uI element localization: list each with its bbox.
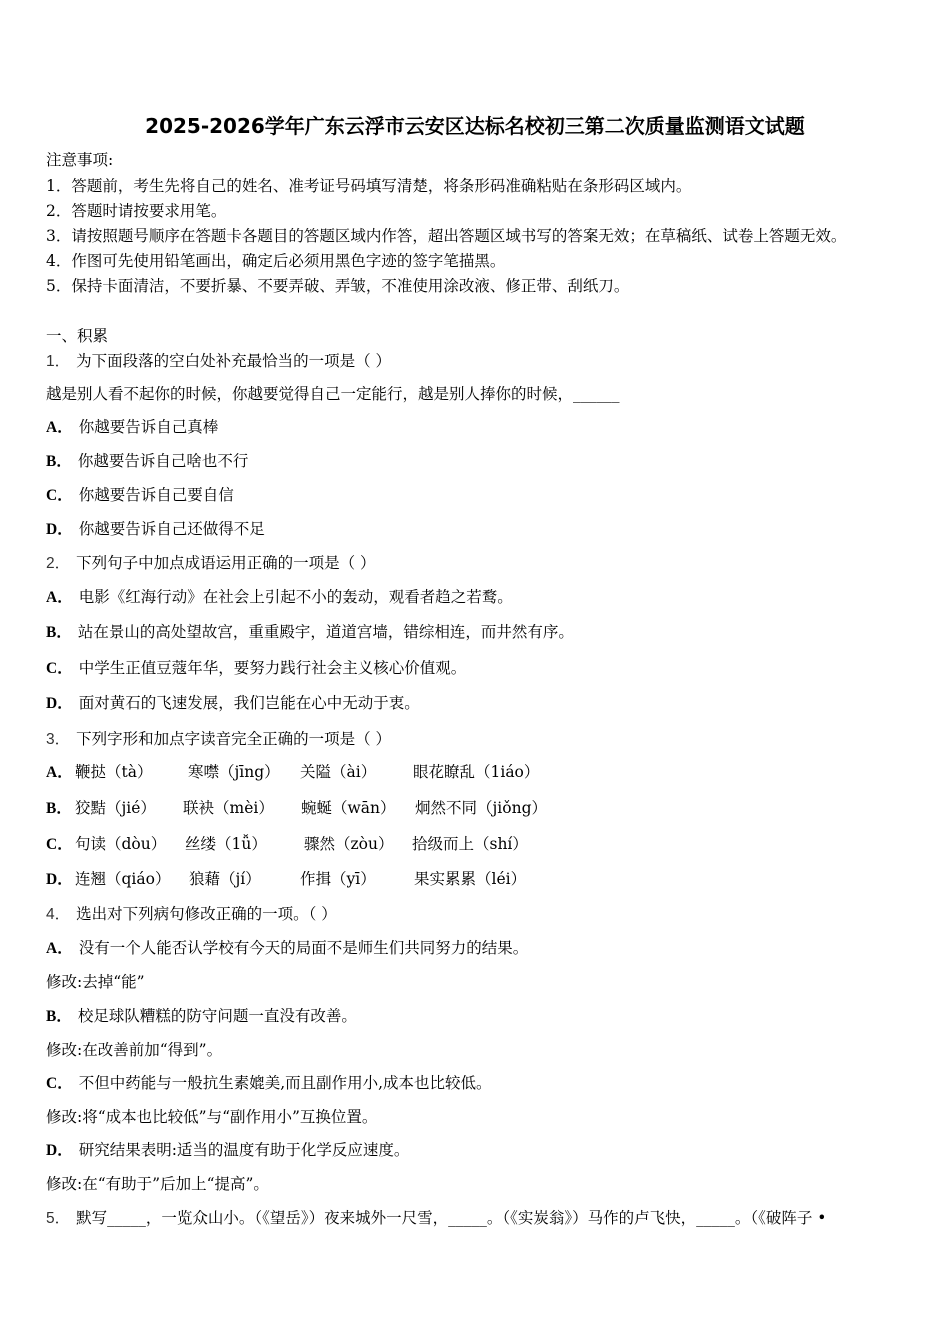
word: 连翘（qiáo） bbox=[75, 870, 171, 888]
question-number: 2． bbox=[46, 555, 71, 572]
option bbox=[46, 451, 248, 472]
notice-item: 2．答题时请按要求用笔。 bbox=[46, 202, 227, 220]
question-4-stem bbox=[46, 904, 337, 925]
question-number: 3． bbox=[46, 731, 71, 748]
word: 寒噤（jīng） bbox=[188, 763, 280, 781]
option bbox=[46, 1073, 492, 1094]
notice-item: 4．作图可先使用铅笔画出，确定后必须用黑色字迹的签字笔描黑。 bbox=[46, 252, 506, 270]
option-label: D． bbox=[46, 1142, 73, 1159]
option bbox=[46, 417, 218, 438]
option bbox=[46, 1140, 409, 1161]
stem-text: 默写_____，一览众山小。（《望岳》）夜来城外一尺雪，_____。（《实炭翁》）马作的卢飞快，_____。（《破阵子 • bbox=[76, 1209, 827, 1227]
revision-note: 修改:在改善前加“得到”。 bbox=[46, 1041, 223, 1059]
option-text: 不但中药能与一般抗生素媲美,而且副作用小,成本也比较低。 bbox=[78, 1074, 492, 1092]
word: 句读（dòu） bbox=[75, 835, 167, 853]
option bbox=[46, 658, 466, 679]
stem-text: 下列字形和加点字读音完全正确的一项是（ ） bbox=[76, 730, 392, 748]
stem-text: 选出对下列病句修改正确的一项。（ ） bbox=[76, 905, 337, 923]
option-text: 你越要告诉自己真棒 bbox=[78, 418, 219, 436]
option-text: 你越要告诉自己要自信 bbox=[78, 486, 234, 504]
section-heading: 一、积累 bbox=[46, 327, 109, 345]
option bbox=[46, 798, 646, 819]
question-1-stem bbox=[46, 351, 391, 372]
word: 骤然（zòu） bbox=[304, 835, 394, 853]
option bbox=[46, 762, 646, 783]
option-label: A． bbox=[46, 764, 73, 781]
option-text: 站在景山的高处望故宫，重重殿宇，道道宫墙，错综相连，而井然有序。 bbox=[77, 623, 574, 641]
option-label: B． bbox=[46, 624, 72, 641]
word: 拾级而上（shí） bbox=[412, 835, 528, 853]
revision-note: 修改:在“有助于”后加上“提高”。 bbox=[46, 1175, 269, 1193]
option-label: B． bbox=[46, 1008, 72, 1025]
word: 关隘（ài） bbox=[300, 763, 377, 781]
option-label: D． bbox=[46, 695, 73, 712]
option-label: C． bbox=[46, 660, 73, 677]
option bbox=[46, 869, 646, 890]
option-text: 你越要告诉自己啥也不行 bbox=[77, 452, 249, 470]
word: 狡黠（jié） bbox=[75, 799, 156, 817]
option bbox=[46, 485, 234, 506]
word: 狼藉（jí） bbox=[189, 870, 261, 888]
question-1-passage: 越是别人看不起你的时候，你越要觉得自己一定能行，越是别人捧你的时候，______ bbox=[46, 385, 620, 403]
option-label: D． bbox=[46, 871, 73, 888]
word: 联袂（mèi） bbox=[183, 799, 274, 817]
option-label: B． bbox=[46, 800, 72, 817]
stem-text: 为下面段落的空白处补充最恰当的一项是（ ） bbox=[76, 352, 392, 370]
option-label: B． bbox=[46, 453, 72, 470]
option-label: A． bbox=[46, 589, 73, 606]
option-text: 面对黄石的飞速发展，我们岂能在心中无动于衷。 bbox=[78, 694, 420, 712]
option-text: 你越要告诉自己还做得不足 bbox=[78, 520, 265, 538]
word: 果实累累（léi） bbox=[414, 870, 527, 888]
question-2-stem bbox=[46, 553, 376, 574]
word: 作揖（yī） bbox=[300, 870, 376, 888]
word: 炯然不同（jiǒng） bbox=[415, 799, 548, 817]
option bbox=[46, 693, 420, 714]
option-text: 研究结果表明:适当的温度有助于化学反应速度。 bbox=[78, 1141, 410, 1159]
question-number: 4． bbox=[46, 906, 71, 923]
question-number: 5． bbox=[46, 1210, 71, 1227]
revision-note: 修改:去掉“能” bbox=[46, 973, 145, 991]
option bbox=[46, 587, 513, 608]
option-text: 校足球队糟糕的防守问题一直没有改善。 bbox=[77, 1007, 357, 1025]
option-text: 电影《红海行动》在社会上引起不小的轰动，观看者趋之若鹜。 bbox=[78, 588, 513, 606]
notice-item: 3．请按照题号顺序在答题卡各题目的答题区域内作答，超出答题区域书写的答案无效；在草稿纸、试卷上答题无效。 bbox=[46, 227, 847, 245]
option bbox=[46, 938, 528, 959]
option bbox=[46, 834, 646, 855]
option bbox=[46, 519, 265, 540]
option-label: C． bbox=[46, 1075, 73, 1092]
notice-item: 5．保持卡面清洁，不要折暴、不要弄破、弄皱，不准使用涂改液、修正带、刮纸刀。 bbox=[46, 277, 630, 295]
word: 眼花瞭乱（1iáo） bbox=[413, 763, 540, 781]
option-label: C． bbox=[46, 487, 73, 504]
option-label: A． bbox=[46, 940, 73, 957]
question-3-stem bbox=[46, 729, 391, 750]
question-number: 1． bbox=[46, 353, 71, 370]
word: 丝缕（1ǚ） bbox=[185, 835, 267, 853]
word: 蜿蜒（wān） bbox=[301, 799, 396, 817]
option-text: 中学生正值豆蔻年华，要努力践行社会主义核心价值观。 bbox=[78, 659, 467, 677]
option-label: C． bbox=[46, 836, 73, 853]
stem-text: 下列句子中加点成语运用正确的一项是（ ） bbox=[76, 554, 376, 572]
notice-heading: 注意事项: bbox=[46, 151, 114, 169]
option-label: A． bbox=[46, 419, 73, 436]
option-text: 没有一个人能否认学校有今天的局面不是师生们共同努力的结果。 bbox=[78, 939, 529, 957]
option-label: D． bbox=[46, 521, 73, 538]
notice-item: 1．答题前，考生先将自己的姓名、准考证号码填写清楚，将条形码准确粘贴在条形码区域内。 bbox=[46, 177, 692, 195]
page-title: 2025-2026学年广东云浮市云安区达标名校初三第二次质量监测语文试题 bbox=[145, 114, 805, 138]
revision-note: 修改:将“成本也比较低”与“副作用小”互换位置。 bbox=[46, 1108, 378, 1126]
question-5-stem bbox=[46, 1208, 826, 1229]
option bbox=[46, 622, 574, 643]
option bbox=[46, 1006, 357, 1027]
word: 鞭挞（tà） bbox=[75, 763, 153, 781]
